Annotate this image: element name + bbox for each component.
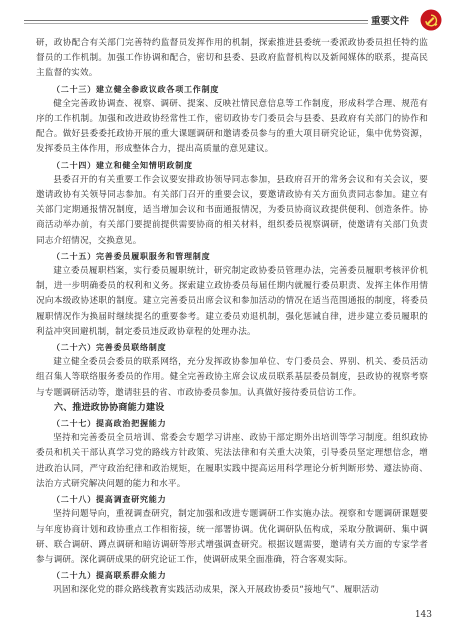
paragraph: 健全完善政协调查、视察、调研、提案、反映社情民意信息等工作制度，形成科学合理、规范有序的工作机制。加强和改进政协经常性工作，密切政协专门委员会与县委、县政府有关部门的协作和配合。做好县委委托政协开展的重大课题调研和邀请委员参与的重大项目研究论证，集中优势资源，发挥委员主体作用，形成整体合力，提出高质量的意见建议。	[36, 98, 428, 155]
header-rule-secondary	[24, 23, 410, 24]
section-heading: 六、推进政协协商能力建设	[54, 402, 165, 413]
paragraph: 研，政协配合有关部门完善特约监督员发挥作用的机制，探索推进县委统一委派政协委员担任特约监督员的工作机制。加强工作协调和配合，密切和县委、县政府监督机构以及新闻媒体的联系，提高民主监督的实效。	[36, 38, 428, 79]
page-header	[0, 0, 468, 38]
section-title: 重要文件	[368, 13, 412, 27]
paragraph: 坚持和完善委员全员培训、常委会专题学习讲座、政协干部定期外出培训等学习制度。组织政协委员和机关干部认真学习党的路线方针政策、宪法法律和有关重大决策，引导委员坚定理想信念，增进政治认同，严守政治纪律和政治规矩，在履职实践中提高运用科学理论分析判断形势、遵法协商、法治方式研究解决问题的能力和水平。	[36, 433, 428, 489]
paragraph: 建立健全委员会委员的联系网络，充分发挥政协参加单位、专门委员会、界别、机关、委员活动组召集人等联络服务委员的作用。健全完善政协主席会议成员联系基层委员制度，县政协的视察考察与专题调研活动等，邀请驻县的省、市政协委员参加。认真做好接待委员信访工作。	[36, 357, 428, 398]
subsection-heading: （二十七）提高政治把握能力	[52, 419, 167, 429]
subsection-heading: （二十八）提高调查研究能力	[52, 495, 167, 505]
paragraph: 坚持问题导向，重视调查研究，制定加强和改进专题调研工作实施办法。视察和专题调研课题要与年度协商计划和政协重点工作相衔接，统一部署协调。优化调研队伍构成，采取分散调研、集中调研、联合调研、蹲点调研和暗访调研等形式增强调查研究。根据议题需要，邀请有关方面的专家学者参与调研。深化调研成果的研究论证工作，使调研成果全面准确，符合客观实际。	[36, 509, 428, 565]
header-rule	[24, 20, 410, 21]
paragraph: 建立委员履职档案，实行委员履职统计，研究制定政协委员管理办法，完善委员履职考核评价机制，进一步明确委员的权利和义务。探索建立政协委员每届任期内就履行委员职责、发挥主体作用情况向本级政协述职的制度。建立完善委员出席会议和参加活动的情况在适当范围通报的制度，将委员履职情况作为换届时继续提名的重要参考。建立委员劝退机制，强化惩诫自律，进步建立委员履职的利益冲突回避机制，制定委员违反政协章程的处理办法。	[36, 266, 428, 337]
subsection-heading: （二十六）完善委员联络制度	[52, 343, 167, 353]
page-number: 143	[414, 610, 432, 620]
subsection-heading: （二十九）提高联系群众能力	[52, 571, 167, 581]
paragraph: 县委召开的有关重要工作会议要安排政协领导同志参加，县政府召开的常务会议和有关会议，要邀请政协有关领导同志参加。有关部门召开的重要会议，要邀请政协有关方面负责同志参加。建立有关部门定期通报情况制度，适当增加会议和书面通报情况，为委员协商议政提供便利、创造条件。协商活动举办前，有关部门要提前提供需要协商的相关材料，组织委员视察调研，使邀请有关部门负责同志介绍情况，交换意见。	[36, 174, 428, 246]
document-body	[36, 36, 428, 599]
subsection-heading: （二十五）完善委员履职服务和管理制度	[52, 251, 211, 261]
subsection-heading: （二十三）建立健全参政议政各项工作制度	[52, 84, 220, 94]
party-emblem-icon	[420, 9, 442, 31]
paragraph: 巩固和深化党的群众路线教育实践活动成果，深入开展政协委员“接地气”、履职活动	[53, 585, 380, 596]
subsection-heading: （二十四）建立和健全知情明政制度	[52, 160, 193, 170]
